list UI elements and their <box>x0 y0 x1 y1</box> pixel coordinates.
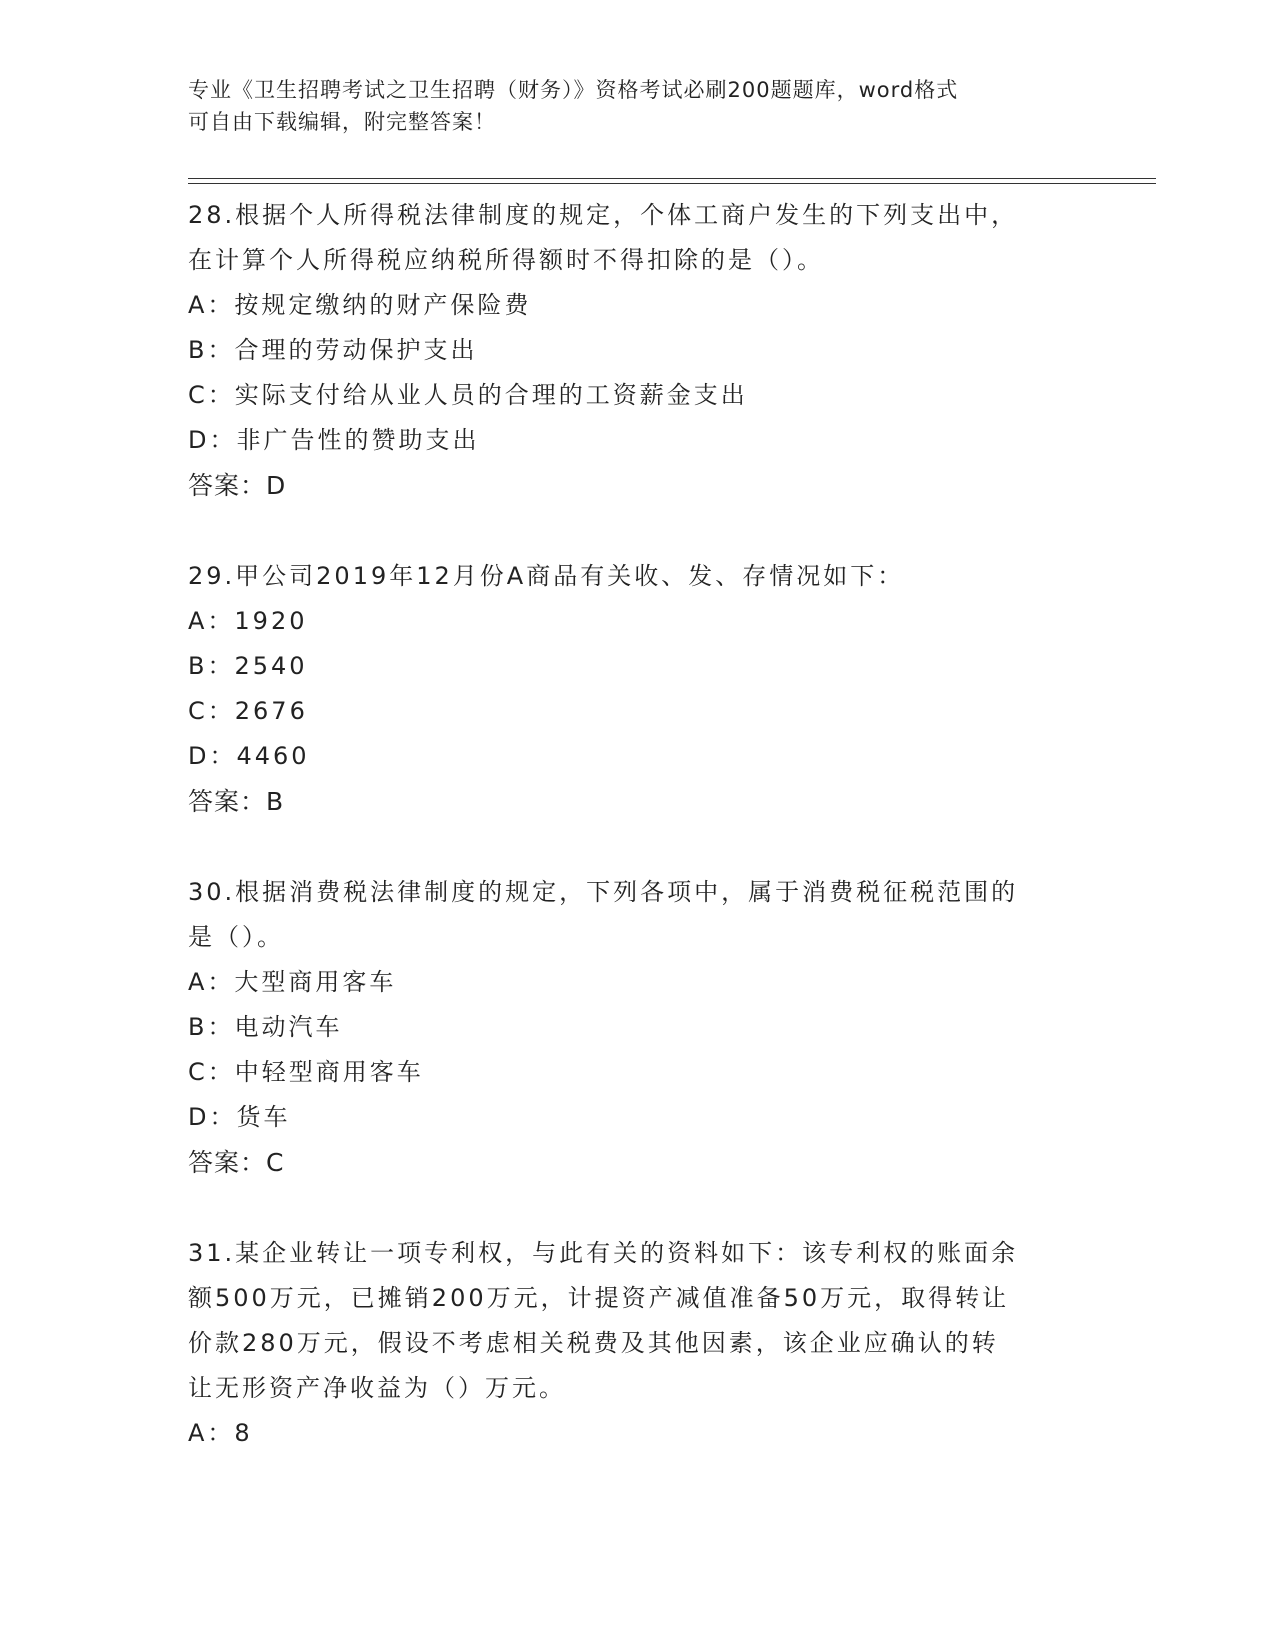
question-31 <box>188 1231 1088 1456</box>
option-a: A：按规定缴纳的财产保险费 <box>188 291 532 319</box>
document-header <box>188 74 1088 138</box>
question-28 <box>188 193 1088 508</box>
question-stem-line: 是（）。 <box>188 923 284 951</box>
question-stem-line: 在计算个人所得税应纳税所得额时不得扣除的是（）。 <box>188 246 824 274</box>
option-b: B：合理的劳动保护支出 <box>188 336 478 364</box>
question-stem-line: 价款280万元，假设不考虑相关税费及其他因素，该企业应确认的转 <box>188 1329 999 1357</box>
question-stem-line: 29.甲公司2019年12月份A商品有关收、发、存情况如下： <box>188 562 905 590</box>
option-c: C：中轻型商用客车 <box>188 1058 424 1086</box>
option-a: A：1920 <box>188 607 308 635</box>
option-d: D：4460 <box>188 742 310 770</box>
option-a: A：8 <box>188 1419 253 1447</box>
option-a: A：大型商用客车 <box>188 968 397 996</box>
answer-label: 答案：B <box>188 787 285 816</box>
option-b: B：2540 <box>188 652 308 680</box>
option-c: C：实际支付给从业人员的合理的工资薪金支出 <box>188 381 748 409</box>
question-stem-line: 28.根据个人所得税法律制度的规定，个体工商户发生的下列支出中， <box>188 201 1019 229</box>
question-list <box>188 193 1088 1456</box>
header-line-2: 可自由下载编辑，附完整答案！ <box>188 110 496 134</box>
option-c: C：2676 <box>188 697 308 725</box>
question-29 <box>188 554 1088 824</box>
question-stem-line: 30.根据消费税法律制度的规定，下列各项中，属于消费税征税范围的 <box>188 878 1019 906</box>
question-spacer <box>188 508 1088 554</box>
question-stem-line: 让无形资产净收益为（）万元。 <box>188 1374 566 1402</box>
question-30 <box>188 870 1088 1185</box>
header-divider-bottom <box>188 183 1156 184</box>
answer-label: 答案：D <box>188 471 287 500</box>
header-divider-top <box>188 178 1156 179</box>
question-spacer <box>188 1185 1088 1231</box>
question-stem-line: 额500万元，已摊销200万元，计提资产减值准备50万元，取得转让 <box>188 1284 1010 1312</box>
header-line-1: 专业《卫生招聘考试之卫生招聘（财务）》资格考试必刷200题题库，word格式 <box>188 78 959 102</box>
answer-label: 答案：C <box>188 1148 285 1177</box>
option-d: D：货车 <box>188 1103 291 1131</box>
option-d: D：非广告性的赞助支出 <box>188 426 480 454</box>
option-b: B：电动汽车 <box>188 1013 343 1041</box>
question-stem-line: 31.某企业转让一项专利权，与此有关的资料如下：该专利权的账面余 <box>188 1239 1019 1267</box>
question-spacer <box>188 824 1088 870</box>
